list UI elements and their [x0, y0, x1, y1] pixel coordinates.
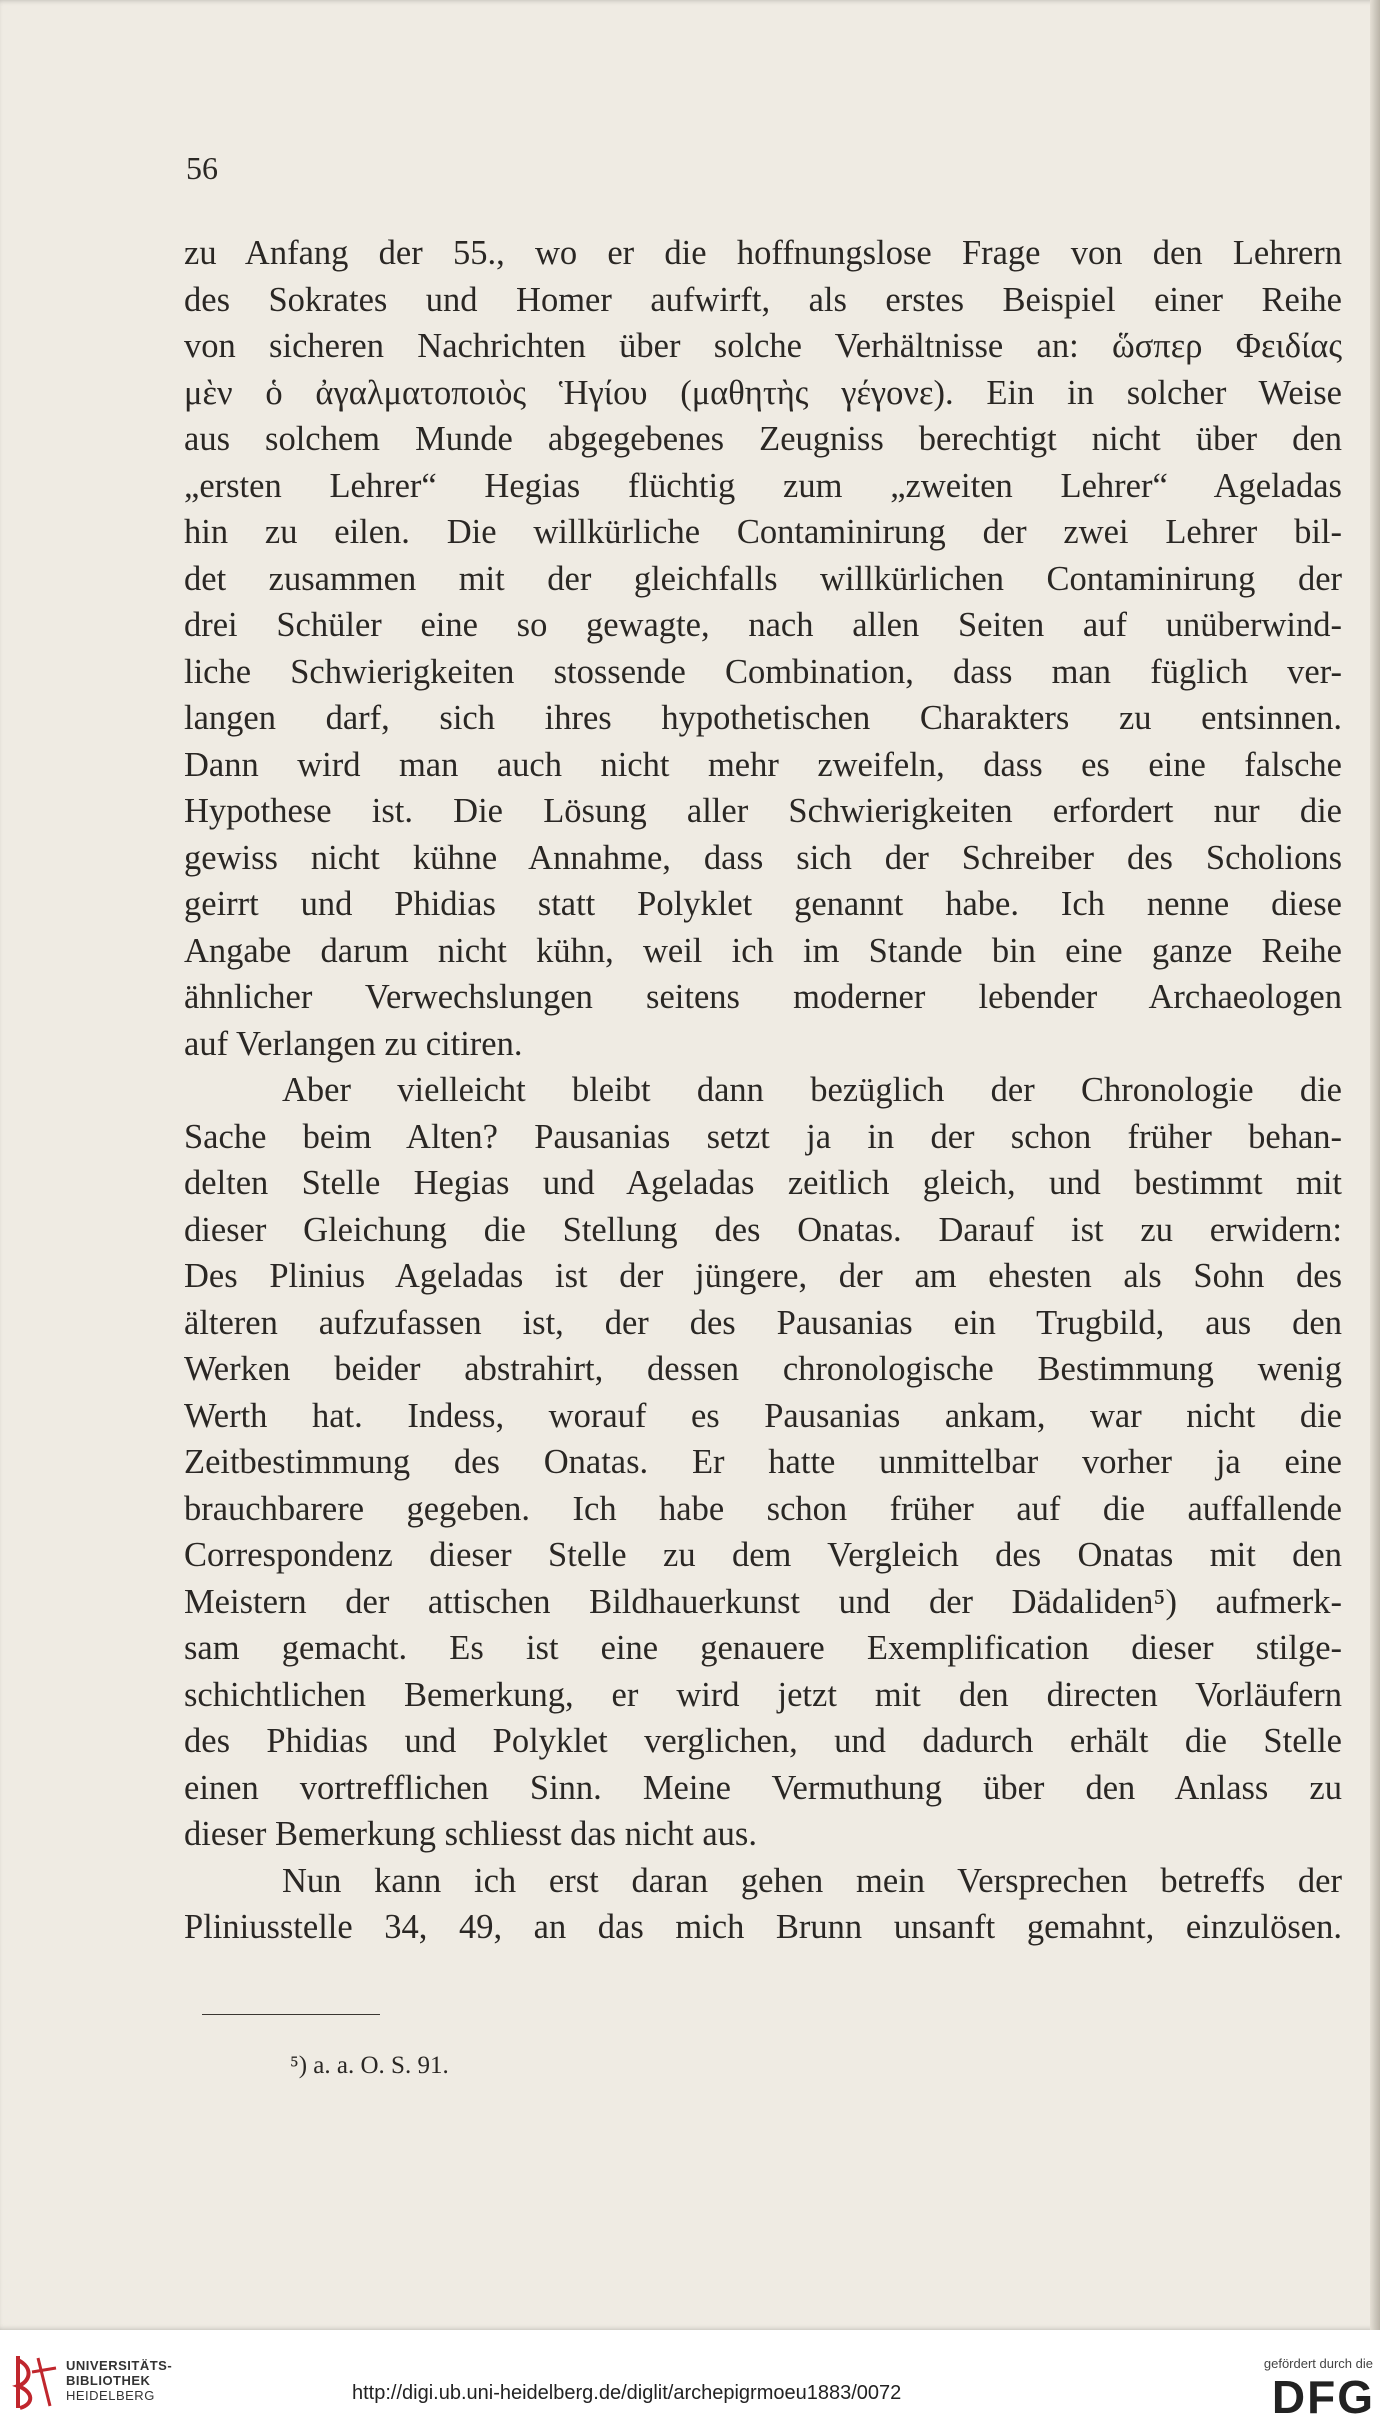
text-line: langen darf, sich ihres hypothetischen Charakters zu entsinnen. [184, 699, 1342, 737]
text-line: drei Schüler eine so gewagte, nach allen Seiten auf unüberwind- [184, 606, 1342, 644]
text-line: Aber vielleicht bleibt dann bezüglich der Chronologie die [282, 1071, 1342, 1109]
text-line: aus solchem Munde abgegebenes Zeugniss berechtigt nicht über den [184, 420, 1342, 458]
library-logo-icon[interactable] [12, 2352, 60, 2412]
text-line: Correspondenz dieser Stelle zu dem Vergleich des Onatas mit den [184, 1536, 1342, 1574]
text-line: „ersten Lehrer“ Hegias flüchtig zum „zweiten Lehrer“ Ageladas [184, 466, 1342, 505]
library-name-line: BIBLIOTHEK [66, 2373, 151, 2388]
body-text [184, 230, 1342, 1951]
text-line: Werken beider abstrahirt, dessen chronologische Bestimmung wenig [184, 1350, 1342, 1388]
text-line: Dann wird man auch nicht mehr zweifeln, dass es eine falsche [184, 745, 1342, 784]
text-line: Zeitbestimmung des Onatas. Er hatte unmittelbar vorher ja eine [184, 1443, 1342, 1481]
text-line: dieser Gleichung die Stellung des Onatas. Darauf ist zu erwidern: [184, 1210, 1342, 1249]
library-name-line: HEIDELBERG [66, 2388, 155, 2403]
text-line: Werth hat. Indess, worauf es Pausanias ankam, war nicht die [184, 1396, 1342, 1435]
text-line: Hypothese ist. Die Lösung aller Schwierigkeiten erfordert nur die [184, 792, 1342, 830]
text-line: brauchbarere gegeben. Ich habe schon früher auf die auffallende [184, 1489, 1342, 1528]
text-line: hin zu eilen. Die willkürliche Contaminirung der zwei Lehrer bil- [184, 513, 1342, 551]
text-line: μὲν ὁ ἀγαλματοποιὸς Ἡγίου (μαθητὴς γέγονε). Ein in solcher Weise [184, 373, 1342, 412]
text-line: Des Plinius Ageladas ist der jüngere, der am ehesten als Sohn des [184, 1257, 1342, 1295]
text-line: gewiss nicht kühne Annahme, dass sich der Schreiber des Scholions [184, 838, 1342, 877]
paragraph-3 [184, 1858, 1342, 1951]
paragraph-2 [184, 1067, 1342, 1858]
text-line: Pliniusstelle 34, 49, an das mich Brunn unsanft gemahnt, einzulösen. [184, 1908, 1342, 1946]
text-line: delten Stelle Hegias und Ageladas zeitlich gleich, und bestimmt mit [184, 1164, 1342, 1202]
text-line: geirrt und Phidias statt Polyklet genannt habe. Ich nenne diese [184, 885, 1342, 923]
library-name-line: UNIVERSITÄTS- [66, 2358, 173, 2373]
text-line: des Phidias und Polyklet verglichen, und dadurch erhält die Stelle [184, 1722, 1342, 1760]
text-line: dieser Bemerkung schliesst das nicht aus. [184, 1815, 757, 1853]
text-line: sam gemacht. Es ist eine genauere Exemplification dieser stilge- [184, 1629, 1342, 1667]
text-line: ähnlicher Verwechslungen seitens moderner lebender Archaeologen [184, 978, 1342, 1016]
footnote-rule [202, 2014, 380, 2015]
text-line: Nun kann ich erst daran gehen mein Versprechen betreffs der [282, 1861, 1342, 1900]
paragraph-1 [184, 230, 1342, 1067]
permalink-url[interactable]: http://digi.ub.uni-heidelberg.de/diglit/archepigrmoeu1883/0072 [352, 2382, 902, 2404]
funding-label: gefördert durch die [1263, 2356, 1373, 2371]
text-line: älteren aufzufassen ist, der des Pausanias ein Trugbild, aus den [184, 1303, 1342, 1342]
text-line: zu Anfang der 55., wo er die hoffnungslose Frage von den Lehrern [184, 234, 1342, 272]
footnote: ⁵) a. a. O. S. 91. [290, 2052, 449, 2079]
text-line: schichtlichen Bemerkung, er wird jetzt mit den directen Vorläufern [184, 1675, 1342, 1714]
library-name [66, 2358, 172, 2403]
text-line: einen vortrefflichen Sinn. Meine Vermuthung über den Anlass zu [184, 1768, 1342, 1807]
text-line: von sicheren Nachrichten über solche Verhältnisse an: ὥσπερ Φειδίας [184, 327, 1342, 365]
page-number: 56 [186, 150, 218, 186]
dfg-logo[interactable]: DFG [1271, 2371, 1375, 2423]
text-line: Meistern der attischen Bildhauerkunst und der Dädaliden⁵) aufmerk- [184, 1582, 1342, 1621]
text-line: auf Verlangen zu citiren. [184, 1024, 523, 1063]
text-line: des Sokrates und Homer aufwirft, als erstes Beispiel einer Reihe [184, 280, 1342, 319]
viewer-footer [0, 2330, 1387, 2432]
text-line: det zusammen mit der gleichfalls willkürlichen Contaminirung der [184, 559, 1342, 598]
text-line: Sache beim Alten? Pausanias setzt ja in der schon früher behan- [184, 1117, 1342, 1156]
text-line: liche Schwierigkeiten stossende Combination, dass man füglich ver- [184, 652, 1342, 691]
text-line: Angabe darum nicht kühn, weil ich im Stande bin eine ganze Reihe [184, 931, 1342, 970]
